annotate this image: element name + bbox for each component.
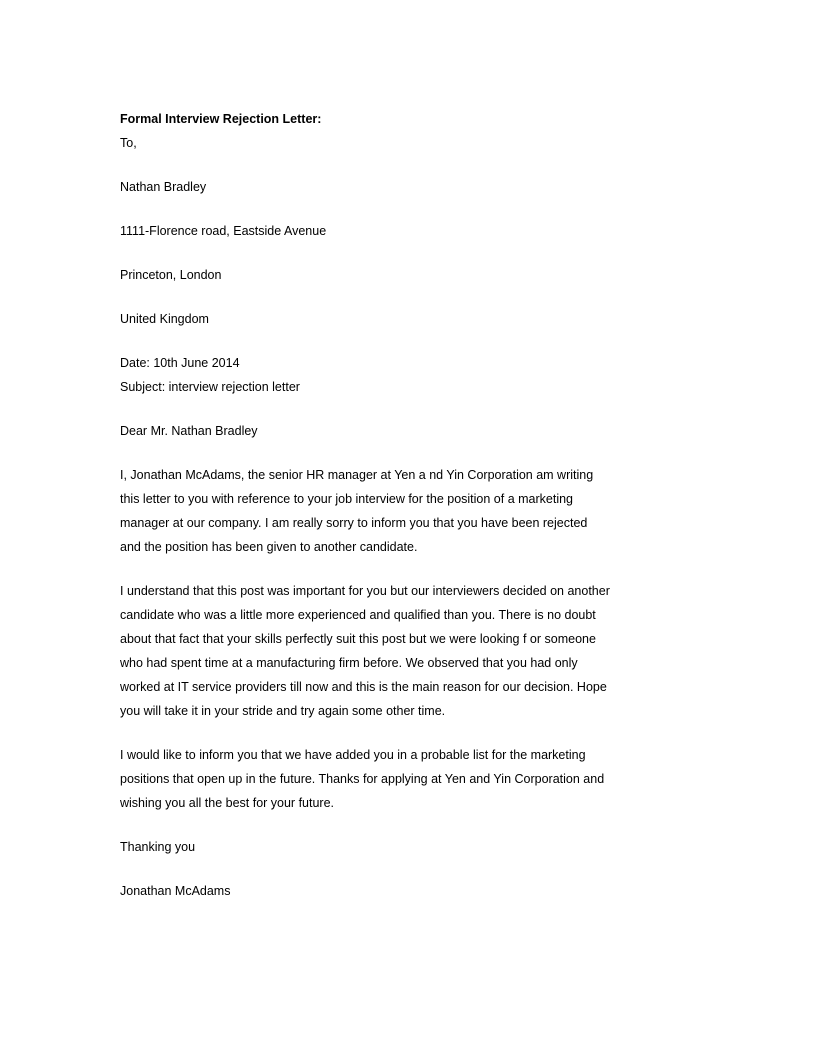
letter-subject: Subject: interview rejection letter [120,380,300,394]
paragraph-line: manager at our company. I am really sorry to inform you that you have been rejected [120,516,588,530]
paragraph-line: positions that open up in the future. Thanks for applying at Yen and Yin Corporation and [120,772,605,786]
recipient-name: Nathan Bradley [120,180,207,194]
letter-date: Date: 10th June 2014 [120,356,240,370]
paragraph-line: worked at IT service providers till now and this is the main reason for our decision. Hope [120,680,607,694]
paragraph-line: candidate who was a little more experienced and qualified than you. There is no doubt [120,608,596,622]
paragraph-line: this letter to you with reference to your job interview for the position of a marketing [120,492,574,506]
recipient-country: United Kingdom [120,312,209,326]
letter-page [120,107,640,903]
paragraph-line: about that fact that your skills perfectly suit this post but we were looking f or someone [120,632,596,646]
body-paragraph-3 [120,743,640,815]
paragraph-line: I understand that this post was important for you but our interviewers decided on another [120,584,610,598]
paragraph-line: and the position has been given to another candidate. [120,540,418,554]
paragraph-line: who had spent time at a manufacturing firm before. We observed that you had only [120,656,578,670]
letter-title: Formal Interview Rejection Letter: [120,112,322,126]
signature: Jonathan McAdams [120,884,231,898]
recipient-address-line1: 1111-Florence road, Eastside Avenue [120,224,327,238]
paragraph-line: you will take it in your stride and try again some other time. [120,704,446,718]
body-paragraph-2 [120,579,640,723]
salutation: Dear Mr. Nathan Bradley [120,424,258,438]
paragraph-line: wishing you all the best for your future. [120,796,335,810]
paragraph-line: I, Jonathan McAdams, the senior HR manager at Yen a nd Yin Corporation am writing [120,468,594,482]
recipient-address-line2: Princeton, London [120,268,222,282]
paragraph-line: I would like to inform you that we have added you in a probable list for the marketing [120,748,586,762]
closing: Thanking you [120,840,196,854]
body-paragraph-1 [120,463,640,559]
to-label: To, [120,136,137,150]
